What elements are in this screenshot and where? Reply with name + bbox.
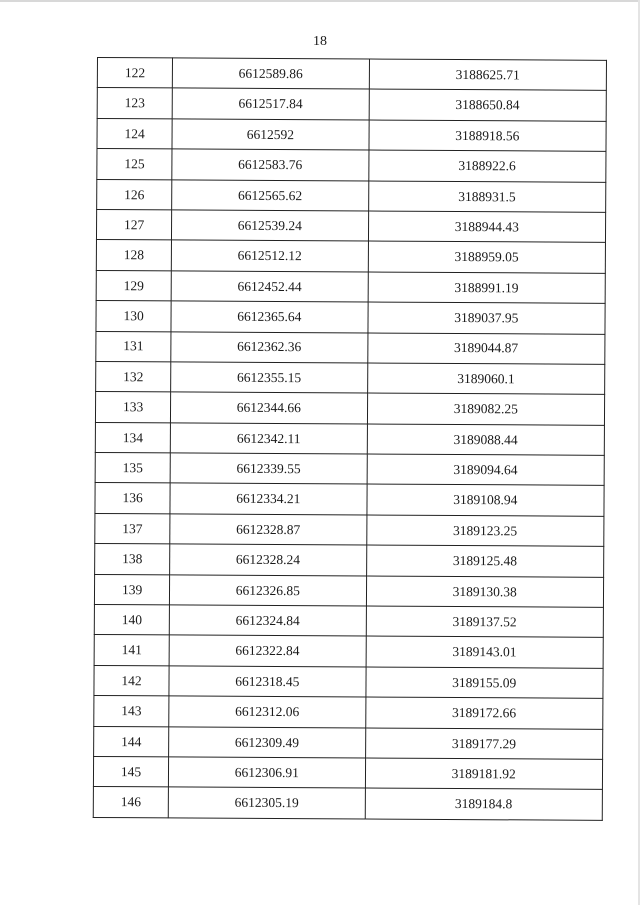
x-coordinate-cell: 6612324.84	[169, 605, 366, 636]
table-row	[95, 392, 604, 425]
y-coordinate-cell: 3188931.5	[368, 181, 606, 213]
point-id-cell: 139	[94, 574, 169, 605]
x-coordinate-cell: 6612334.21	[170, 483, 367, 514]
y-coordinate-cell: 3189155.09	[365, 667, 603, 699]
x-coordinate-cell: 6612362.36	[171, 331, 368, 362]
x-coordinate-cell: 6612583.76	[172, 149, 369, 180]
point-id-cell: 142	[94, 665, 169, 696]
x-coordinate-cell: 6612517.84	[172, 88, 369, 119]
x-coordinate-cell: 6612328.24	[170, 544, 367, 575]
table-row	[95, 483, 604, 516]
y-coordinate-cell: 3188991.19	[368, 272, 606, 304]
y-coordinate-cell: 3188918.56	[368, 120, 606, 152]
point-id-cell: 145	[93, 756, 168, 787]
y-coordinate-cell: 3188959.05	[368, 241, 606, 273]
table-row	[94, 605, 603, 638]
x-coordinate-cell: 6612306.91	[169, 757, 366, 788]
table-row	[96, 270, 605, 303]
point-id-cell: 126	[97, 179, 172, 210]
table-row	[96, 209, 605, 242]
x-coordinate-cell: 6612328.87	[170, 514, 367, 545]
table-row	[97, 179, 606, 212]
table-row	[94, 726, 603, 759]
coordinate-table	[93, 57, 607, 821]
x-coordinate-cell: 6612589.86	[172, 58, 369, 89]
point-id-cell: 127	[96, 209, 171, 240]
y-coordinate-cell: 3189177.29	[365, 728, 603, 760]
table-row	[93, 756, 602, 789]
y-coordinate-cell: 3189082.25	[367, 393, 605, 425]
point-id-cell: 138	[95, 544, 170, 575]
y-coordinate-cell: 3189172.66	[365, 697, 603, 729]
point-id-cell: 129	[96, 270, 171, 301]
x-coordinate-cell: 6612565.62	[172, 179, 369, 210]
x-coordinate-cell: 6612309.49	[169, 727, 366, 758]
table-row	[97, 118, 606, 151]
y-coordinate-cell: 3189123.25	[366, 515, 604, 547]
y-coordinate-cell: 3189181.92	[365, 758, 603, 790]
y-coordinate-cell: 3189184.8	[365, 788, 603, 820]
y-coordinate-cell: 3189143.01	[366, 636, 604, 668]
x-coordinate-cell: 6612539.24	[172, 210, 369, 241]
y-coordinate-cell: 3189037.95	[367, 302, 605, 334]
table-row	[95, 544, 604, 577]
point-id-cell: 122	[97, 58, 172, 89]
x-coordinate-cell: 6612342.11	[170, 423, 367, 454]
point-id-cell: 134	[95, 422, 170, 453]
table-row	[94, 665, 603, 698]
point-id-cell: 128	[96, 240, 171, 271]
table-row	[97, 58, 606, 91]
table-row	[96, 301, 605, 334]
table-row	[96, 331, 605, 364]
point-id-cell: 144	[94, 726, 169, 757]
y-coordinate-cell: 3189044.87	[367, 333, 605, 365]
x-coordinate-cell: 6612365.64	[171, 301, 368, 332]
point-id-cell: 133	[95, 392, 170, 423]
x-coordinate-cell: 6612312.06	[169, 696, 366, 727]
table-row	[97, 88, 606, 121]
x-coordinate-cell: 6612326.85	[170, 575, 367, 606]
table-row	[96, 361, 605, 394]
point-id-cell: 136	[95, 483, 170, 514]
x-coordinate-cell: 6612452.44	[171, 271, 368, 302]
table-row	[94, 635, 603, 668]
table-row	[95, 453, 604, 486]
table-row	[95, 513, 604, 546]
point-id-cell: 124	[97, 118, 172, 149]
point-id-cell: 146	[93, 787, 168, 818]
x-coordinate-cell: 6612355.15	[171, 362, 368, 393]
coordinate-table-body	[93, 58, 606, 821]
point-id-cell: 140	[94, 605, 169, 636]
point-id-cell: 143	[94, 696, 169, 727]
x-coordinate-cell: 6612344.66	[171, 392, 368, 423]
y-coordinate-cell: 3189088.44	[367, 424, 605, 456]
scan-edge-top	[0, 0, 640, 2]
y-coordinate-cell: 3189130.38	[366, 576, 604, 608]
table-row	[94, 696, 603, 729]
y-coordinate-cell: 3188625.71	[369, 59, 607, 91]
x-coordinate-cell: 6612305.19	[168, 787, 365, 818]
x-coordinate-cell: 6612592	[172, 119, 369, 150]
x-coordinate-cell: 6612339.55	[170, 453, 367, 484]
point-id-cell: 125	[97, 149, 172, 180]
table-row	[94, 574, 603, 607]
table-row	[97, 149, 606, 182]
point-id-cell: 130	[96, 301, 171, 332]
x-coordinate-cell: 6612322.84	[169, 635, 366, 666]
table-row	[96, 240, 605, 273]
point-id-cell: 132	[96, 361, 171, 392]
x-coordinate-cell: 6612318.45	[169, 666, 366, 697]
y-coordinate-cell: 3189137.52	[366, 606, 604, 638]
y-coordinate-cell: 3189125.48	[366, 545, 604, 577]
page-number: 18	[313, 34, 327, 49]
point-id-cell: 135	[95, 453, 170, 484]
x-coordinate-cell: 6612512.12	[171, 240, 368, 271]
table-row	[93, 787, 602, 820]
y-coordinate-cell: 3189108.94	[366, 484, 604, 516]
point-id-cell: 141	[94, 635, 169, 666]
point-id-cell: 137	[95, 513, 170, 544]
y-coordinate-cell: 3189094.64	[367, 454, 605, 486]
table-row	[95, 422, 604, 455]
y-coordinate-cell: 3188922.6	[368, 150, 606, 182]
point-id-cell: 131	[96, 331, 171, 362]
y-coordinate-cell: 3188650.84	[369, 89, 607, 121]
y-coordinate-cell: 3188944.43	[368, 211, 606, 243]
y-coordinate-cell: 3189060.1	[367, 363, 605, 395]
point-id-cell: 123	[97, 88, 172, 119]
